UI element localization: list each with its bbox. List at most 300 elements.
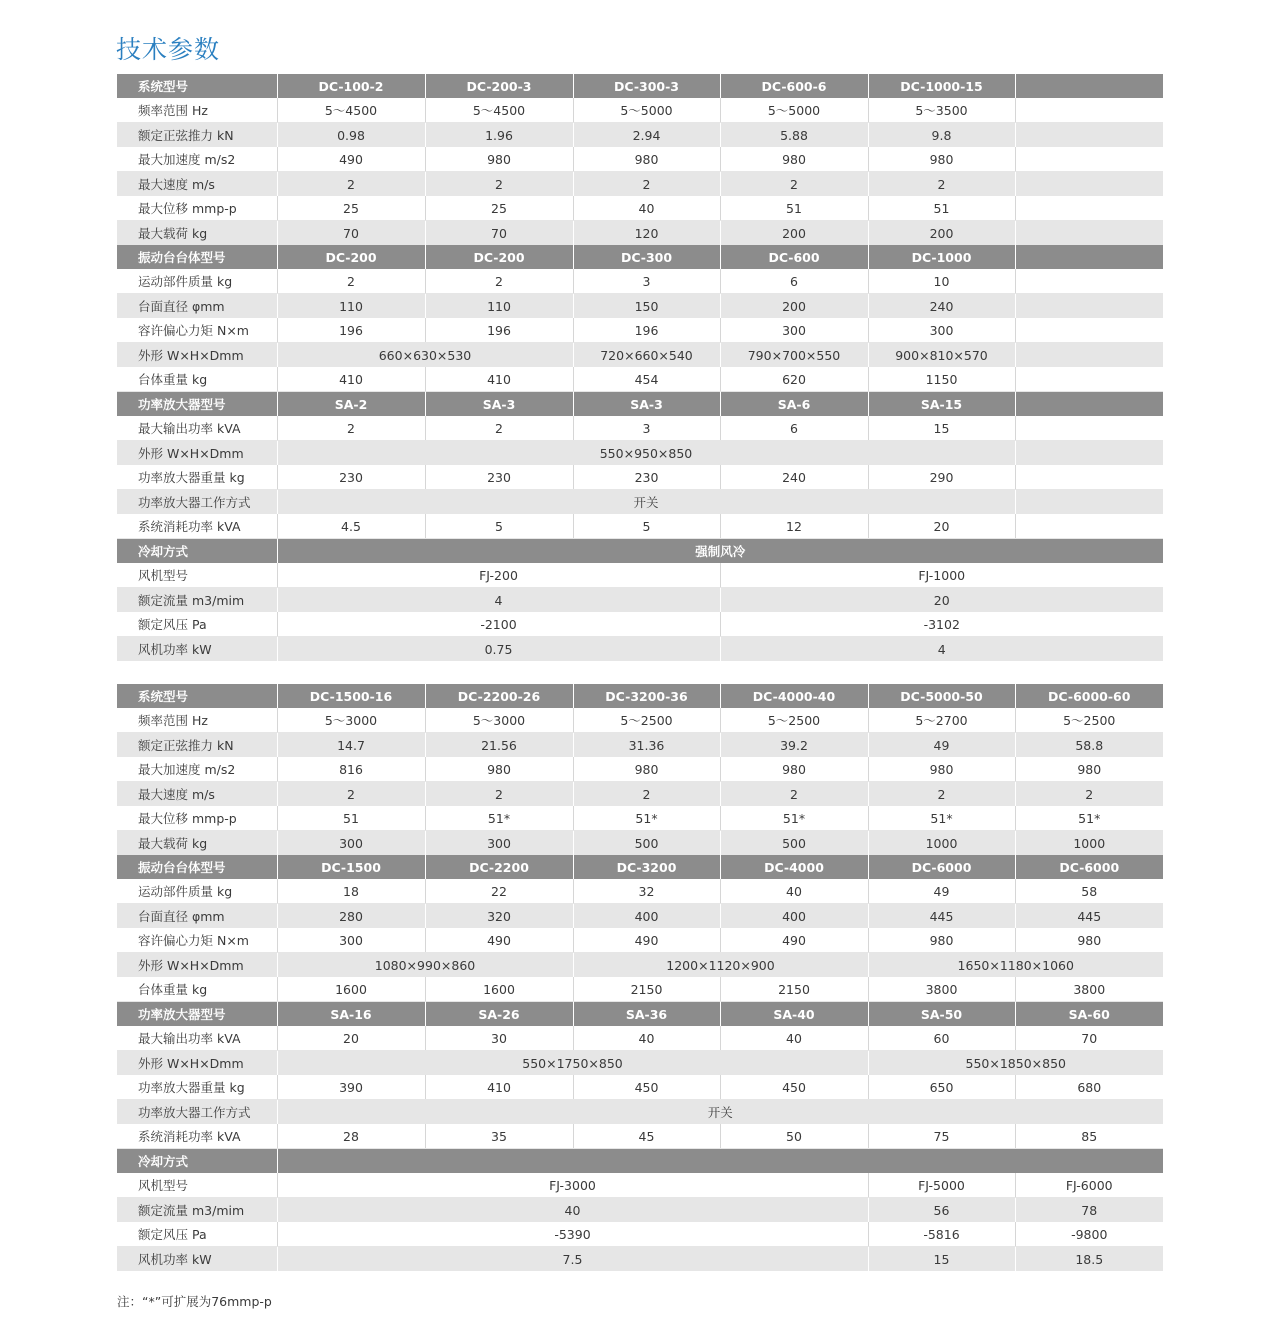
table-cell: 1650×1180×1060 <box>868 953 1163 978</box>
table-cell: 51* <box>1015 806 1163 831</box>
table-cell: DC-2200 <box>425 855 573 879</box>
table-cell: 980 <box>720 147 868 172</box>
table-row <box>117 733 1163 758</box>
table-cell: DC-200-3 <box>425 74 573 98</box>
table-cell: SA-26 <box>425 1002 573 1027</box>
table-cell: 45 <box>573 1124 720 1149</box>
table-cell: 410 <box>425 367 573 392</box>
table-cell: SA-6 <box>720 392 868 417</box>
row-label: 系统消耗功率 kVA <box>117 514 277 539</box>
table-row <box>117 928 1163 953</box>
table-cell: DC-6000 <box>868 855 1015 879</box>
section-header-row <box>117 539 1163 564</box>
table-row <box>117 490 1163 515</box>
table-cell: 2 <box>425 782 573 807</box>
page-title: 技术参数 <box>116 35 221 64</box>
table-cell: 40 <box>277 1198 868 1223</box>
table-cell <box>1015 123 1163 148</box>
table-row <box>117 147 1163 172</box>
table-cell: 14.7 <box>277 733 425 758</box>
table-cell: DC-4000-40 <box>720 684 868 708</box>
table-cell: 2 <box>720 782 868 807</box>
table-cell: 51* <box>868 806 1015 831</box>
table-cell <box>1015 74 1163 98</box>
table-cell: 开关 <box>277 490 1015 515</box>
table-cell: DC-6000 <box>1015 855 1163 879</box>
row-label: 功率放大器重量 kg <box>117 465 277 490</box>
table-cell: 5.88 <box>720 123 868 148</box>
table-cell: 20 <box>277 1026 425 1051</box>
table-cell: 2 <box>573 172 720 197</box>
table-cell <box>1015 441 1163 466</box>
table-row <box>117 1173 1163 1198</box>
table-cell: 550×950×850 <box>277 441 1015 466</box>
row-label: 最大加速度 m/s2 <box>117 757 277 782</box>
table-cell: -2100 <box>277 612 720 637</box>
row-label: 台体重量 kg <box>117 977 277 1002</box>
table-cell: 196 <box>277 318 425 343</box>
table-cell: 3800 <box>1015 977 1163 1002</box>
section-header-row <box>117 684 1163 708</box>
table-cell: 2 <box>425 172 573 197</box>
table-row <box>117 172 1163 197</box>
table-row <box>117 612 1163 637</box>
table-cell: 5～2500 <box>573 708 720 733</box>
table-row <box>117 782 1163 807</box>
table-cell: 5～3000 <box>277 708 425 733</box>
table-cell: 开关 <box>277 1100 1163 1125</box>
row-label: 功率放大器工作方式 <box>117 490 277 515</box>
table-cell: 150 <box>573 294 720 319</box>
table-row <box>117 416 1163 441</box>
table-cell: 300 <box>277 928 425 953</box>
table-cell: 4 <box>277 588 720 613</box>
table-row <box>117 221 1163 246</box>
table-cell: 300 <box>425 831 573 856</box>
row-label: 最大位移 mmp-p <box>117 196 277 221</box>
table-row <box>117 1075 1163 1100</box>
row-label: 最大载荷 kg <box>117 221 277 246</box>
row-label: 台面直径 φmm <box>117 904 277 929</box>
table-cell: 58 <box>1015 879 1163 904</box>
row-label: 外形 W×H×Dmm <box>117 343 277 368</box>
table-cell: 31.36 <box>573 733 720 758</box>
row-label: 风机功率 kW <box>117 1247 277 1272</box>
table-cell: 40 <box>573 196 720 221</box>
table-row <box>117 1198 1163 1223</box>
table-cell: SA-16 <box>277 1002 425 1027</box>
table-cell: 51* <box>720 806 868 831</box>
table-cell: 2150 <box>720 977 868 1002</box>
table-cell: 240 <box>868 294 1015 319</box>
table-cell: 10 <box>868 269 1015 294</box>
table-cell: 980 <box>868 757 1015 782</box>
table-cell: SA-40 <box>720 1002 868 1027</box>
table-cell: DC-3200-36 <box>573 684 720 708</box>
table-cell: 20 <box>868 514 1015 539</box>
table-cell <box>1015 367 1163 392</box>
table-cell: 490 <box>573 928 720 953</box>
table-cell: 5～5000 <box>720 98 868 123</box>
table-cell: SA-60 <box>1015 1002 1163 1027</box>
table-row <box>117 441 1163 466</box>
table-row <box>117 1124 1163 1149</box>
table-cell: 6 <box>720 416 868 441</box>
table-cell: 0.75 <box>277 637 720 662</box>
section-header-row <box>117 74 1163 98</box>
table-cell: SA-15 <box>868 392 1015 417</box>
table-cell: 40 <box>720 1026 868 1051</box>
table-cell: -3102 <box>720 612 1163 637</box>
section-header-row <box>117 1149 1163 1174</box>
table-cell: 3 <box>573 416 720 441</box>
table-row <box>117 1100 1163 1125</box>
table-cell: DC-200 <box>425 245 573 269</box>
table-cell: 196 <box>425 318 573 343</box>
table-cell: 500 <box>573 831 720 856</box>
table-cell: 500 <box>720 831 868 856</box>
table-cell: 1.96 <box>425 123 573 148</box>
table-cell: 620 <box>720 367 868 392</box>
footnote: 注：“*”可扩展为76mmp-p <box>117 1294 272 1309</box>
table-cell: 980 <box>1015 928 1163 953</box>
table-cell: DC-300-3 <box>573 74 720 98</box>
table-cell: 0.98 <box>277 123 425 148</box>
row-label: 系统型号 <box>117 74 277 98</box>
table-cell: 51 <box>868 196 1015 221</box>
table-cell: 39.2 <box>720 733 868 758</box>
table-cell: 18.5 <box>1015 1247 1163 1272</box>
table-cell: 550×1850×850 <box>868 1051 1163 1076</box>
row-label: 容许偏心力矩 N×m <box>117 928 277 953</box>
table-cell: 300 <box>720 318 868 343</box>
table-cell: DC-300 <box>573 245 720 269</box>
row-label: 系统消耗功率 kVA <box>117 1124 277 1149</box>
table-cell <box>1015 392 1163 417</box>
table-cell: 85 <box>1015 1124 1163 1149</box>
table-row <box>117 953 1163 978</box>
table-cell: 2 <box>425 269 573 294</box>
table-cell: DC-6000-60 <box>1015 684 1163 708</box>
table-cell: 40 <box>720 879 868 904</box>
table-cell: 400 <box>720 904 868 929</box>
table-row <box>117 98 1163 123</box>
row-label: 最大速度 m/s <box>117 782 277 807</box>
table-cell: 60 <box>868 1026 1015 1051</box>
table-cell: DC-1500-16 <box>277 684 425 708</box>
table-cell: DC-4000 <box>720 855 868 879</box>
table-cell: 650 <box>868 1075 1015 1100</box>
table-cell: 5～5000 <box>573 98 720 123</box>
table-cell: 200 <box>720 221 868 246</box>
table-cell: 49 <box>868 733 1015 758</box>
table-cell: 22 <box>425 879 573 904</box>
row-label: 功率放大器型号 <box>117 1002 277 1027</box>
table-cell <box>1015 294 1163 319</box>
row-label: 额定正弦推力 kN <box>117 733 277 758</box>
table-cell: 32 <box>573 879 720 904</box>
table-cell: -9800 <box>1015 1222 1163 1247</box>
row-label: 最大位移 mmp-p <box>117 806 277 831</box>
row-label: 功率放大器型号 <box>117 392 277 417</box>
table-cell: 2 <box>425 416 573 441</box>
table-row <box>117 514 1163 539</box>
table-cell: 980 <box>573 757 720 782</box>
table-cell: 980 <box>868 928 1015 953</box>
table-cell: 20 <box>720 588 1163 613</box>
table-cell: 490 <box>425 928 573 953</box>
spec-table-1 <box>117 74 1163 661</box>
table-cell: 25 <box>425 196 573 221</box>
table-row <box>117 294 1163 319</box>
section-header-row <box>117 855 1163 879</box>
row-label: 冷却方式 <box>117 1149 277 1174</box>
table-cell: 50 <box>720 1124 868 1149</box>
row-label: 外形 W×H×Dmm <box>117 953 277 978</box>
row-label: 频率范围 Hz <box>117 98 277 123</box>
table-cell: 5～2700 <box>868 708 1015 733</box>
table-cell: 70 <box>1015 1026 1163 1051</box>
table-cell: DC-600-6 <box>720 74 868 98</box>
table-cell: 230 <box>573 465 720 490</box>
table-row <box>117 977 1163 1002</box>
table-cell: SA-2 <box>277 392 425 417</box>
table-cell: 200 <box>868 221 1015 246</box>
table-cell: 450 <box>720 1075 868 1100</box>
table-cell: 196 <box>573 318 720 343</box>
row-label: 容许偏心力矩 N×m <box>117 318 277 343</box>
table-cell: 2 <box>720 172 868 197</box>
table-cell: 5～4500 <box>277 98 425 123</box>
table-row <box>117 196 1163 221</box>
table-cell: 445 <box>1015 904 1163 929</box>
table-cell: 5 <box>425 514 573 539</box>
row-label: 冷却方式 <box>117 539 277 564</box>
table-cell: 400 <box>573 904 720 929</box>
row-label: 风机功率 kW <box>117 637 277 662</box>
table-row <box>117 1026 1163 1051</box>
table-cell: DC-5000-50 <box>868 684 1015 708</box>
row-label: 功率放大器重量 kg <box>117 1075 277 1100</box>
table-cell: 28 <box>277 1124 425 1149</box>
table-cell: 980 <box>425 757 573 782</box>
row-label: 最大输出功率 kVA <box>117 416 277 441</box>
table-cell: 35 <box>425 1124 573 1149</box>
table-cell: 320 <box>425 904 573 929</box>
row-label: 额定正弦推力 kN <box>117 123 277 148</box>
table-cell: 30 <box>425 1026 573 1051</box>
table-cell <box>1015 490 1163 515</box>
row-label: 台体重量 kg <box>117 367 277 392</box>
table-cell: 70 <box>277 221 425 246</box>
table-row <box>117 563 1163 588</box>
table-cell: 450 <box>573 1075 720 1100</box>
table-cell: 816 <box>277 757 425 782</box>
table-cell: 120 <box>573 221 720 246</box>
table-cell: 1000 <box>868 831 1015 856</box>
table-cell <box>1015 269 1163 294</box>
table-cell: FJ-3000 <box>277 1173 868 1198</box>
table-cell: DC-200 <box>277 245 425 269</box>
table-cell: -5390 <box>277 1222 868 1247</box>
table-cell: 2 <box>277 269 425 294</box>
table-cell: 900×810×570 <box>868 343 1015 368</box>
table-cell: 410 <box>425 1075 573 1100</box>
spec-table-2 <box>117 684 1163 1271</box>
table-cell: DC-3200 <box>573 855 720 879</box>
table-cell: FJ-1000 <box>720 563 1163 588</box>
row-label: 振动台台体型号 <box>117 245 277 269</box>
table-cell: SA-3 <box>425 392 573 417</box>
table-cell: SA-50 <box>868 1002 1015 1027</box>
table-cell: 230 <box>277 465 425 490</box>
table-cell: 51* <box>425 806 573 831</box>
table-row <box>117 465 1163 490</box>
table-cell: 5～2500 <box>1015 708 1163 733</box>
table-cell: 410 <box>277 367 425 392</box>
table-cell: 790×700×550 <box>720 343 868 368</box>
table-cell: 58.8 <box>1015 733 1163 758</box>
table-cell: 12 <box>720 514 868 539</box>
table-row <box>117 1051 1163 1076</box>
table-row <box>117 879 1163 904</box>
row-label: 运动部件质量 kg <box>117 269 277 294</box>
section-header-row <box>117 245 1163 269</box>
table-cell: 1080×990×860 <box>277 953 573 978</box>
table-cell: 2 <box>1015 782 1163 807</box>
table-cell: 980 <box>425 147 573 172</box>
table-cell: 300 <box>277 831 425 856</box>
table-cell: 454 <box>573 367 720 392</box>
table-cell: 980 <box>1015 757 1163 782</box>
table-cell: 110 <box>277 294 425 319</box>
table-row <box>117 904 1163 929</box>
table-row <box>117 588 1163 613</box>
table-row <box>117 831 1163 856</box>
row-label: 频率范围 Hz <box>117 708 277 733</box>
table-cell: 强制风冷 <box>277 539 1163 564</box>
table-cell: 390 <box>277 1075 425 1100</box>
table-cell: 40 <box>573 1026 720 1051</box>
table-cell: 3800 <box>868 977 1015 1002</box>
table-cell: DC-1000-15 <box>868 74 1015 98</box>
table-cell: 1000 <box>1015 831 1163 856</box>
table-row <box>117 318 1163 343</box>
table-cell: 51* <box>573 806 720 831</box>
table-row <box>117 269 1163 294</box>
table-cell: 240 <box>720 465 868 490</box>
table-cell: 21.56 <box>425 733 573 758</box>
table-row <box>117 757 1163 782</box>
table-row <box>117 1222 1163 1247</box>
table-row <box>117 367 1163 392</box>
table-cell: SA-36 <box>573 1002 720 1027</box>
row-label: 最大速度 m/s <box>117 172 277 197</box>
table-cell: 2 <box>573 782 720 807</box>
table-cell: 2 <box>868 172 1015 197</box>
table-cell <box>1015 221 1163 246</box>
table-cell: DC-600 <box>720 245 868 269</box>
table-cell: 5～3500 <box>868 98 1015 123</box>
table-cell: 445 <box>868 904 1015 929</box>
table-cell: 7.5 <box>277 1247 868 1272</box>
table-row <box>117 343 1163 368</box>
table-cell: 300 <box>868 318 1015 343</box>
table-cell: 2 <box>277 172 425 197</box>
table-cell: 5～2500 <box>720 708 868 733</box>
table-cell: 4.5 <box>277 514 425 539</box>
table-cell <box>1015 514 1163 539</box>
row-label: 外形 W×H×Dmm <box>117 441 277 466</box>
table-cell: 56 <box>868 1198 1015 1223</box>
table-cell: -5816 <box>868 1222 1015 1247</box>
table-cell: 2.94 <box>573 123 720 148</box>
row-label: 系统型号 <box>117 684 277 708</box>
table-cell: 51 <box>720 196 868 221</box>
row-label: 运动部件质量 kg <box>117 879 277 904</box>
table-cell: DC-100-2 <box>277 74 425 98</box>
table-cell: 4 <box>720 637 1163 662</box>
table-cell: SA-3 <box>573 392 720 417</box>
table-cell <box>1015 98 1163 123</box>
table-cell: 200 <box>720 294 868 319</box>
table-cell: 660×630×530 <box>277 343 573 368</box>
table-cell <box>1015 416 1163 441</box>
row-label: 振动台台体型号 <box>117 855 277 879</box>
row-label: 额定流量 m3/mim <box>117 588 277 613</box>
table-cell: 1200×1120×900 <box>573 953 868 978</box>
table-cell: 2 <box>277 416 425 441</box>
table-cell: 290 <box>868 465 1015 490</box>
table-cell: DC-1500 <box>277 855 425 879</box>
table-cell: FJ-200 <box>277 563 720 588</box>
table-cell: 3 <box>573 269 720 294</box>
row-label: 最大加速度 m/s2 <box>117 147 277 172</box>
table-cell <box>1015 343 1163 368</box>
table-cell <box>1015 245 1163 269</box>
table-cell: 78 <box>1015 1198 1163 1223</box>
table-cell <box>277 1149 1163 1174</box>
row-label: 风机型号 <box>117 563 277 588</box>
row-label: 最大输出功率 kVA <box>117 1026 277 1051</box>
table-cell: 15 <box>868 416 1015 441</box>
table-cell: 110 <box>425 294 573 319</box>
table-cell: 280 <box>277 904 425 929</box>
table-cell: 9.8 <box>868 123 1015 148</box>
table-cell: 1600 <box>425 977 573 1002</box>
row-label: 额定风压 Pa <box>117 1222 277 1247</box>
row-label: 额定流量 m3/mim <box>117 1198 277 1223</box>
section-header-row <box>117 1002 1163 1027</box>
table-cell <box>1015 172 1163 197</box>
table-cell: 2 <box>868 782 1015 807</box>
row-label: 功率放大器工作方式 <box>117 1100 277 1125</box>
table-cell: 230 <box>425 465 573 490</box>
table-cell: 70 <box>425 221 573 246</box>
table-cell: 51 <box>277 806 425 831</box>
table-cell: 980 <box>720 757 868 782</box>
table-cell <box>1015 465 1163 490</box>
table-cell: DC-2200-26 <box>425 684 573 708</box>
table-cell: 680 <box>1015 1075 1163 1100</box>
table-cell: 49 <box>868 879 1015 904</box>
table-cell: FJ-6000 <box>1015 1173 1163 1198</box>
table-cell: 490 <box>277 147 425 172</box>
table-row <box>117 1247 1163 1272</box>
table-cell: FJ-5000 <box>868 1173 1015 1198</box>
table-cell: 6 <box>720 269 868 294</box>
table-row <box>117 708 1163 733</box>
